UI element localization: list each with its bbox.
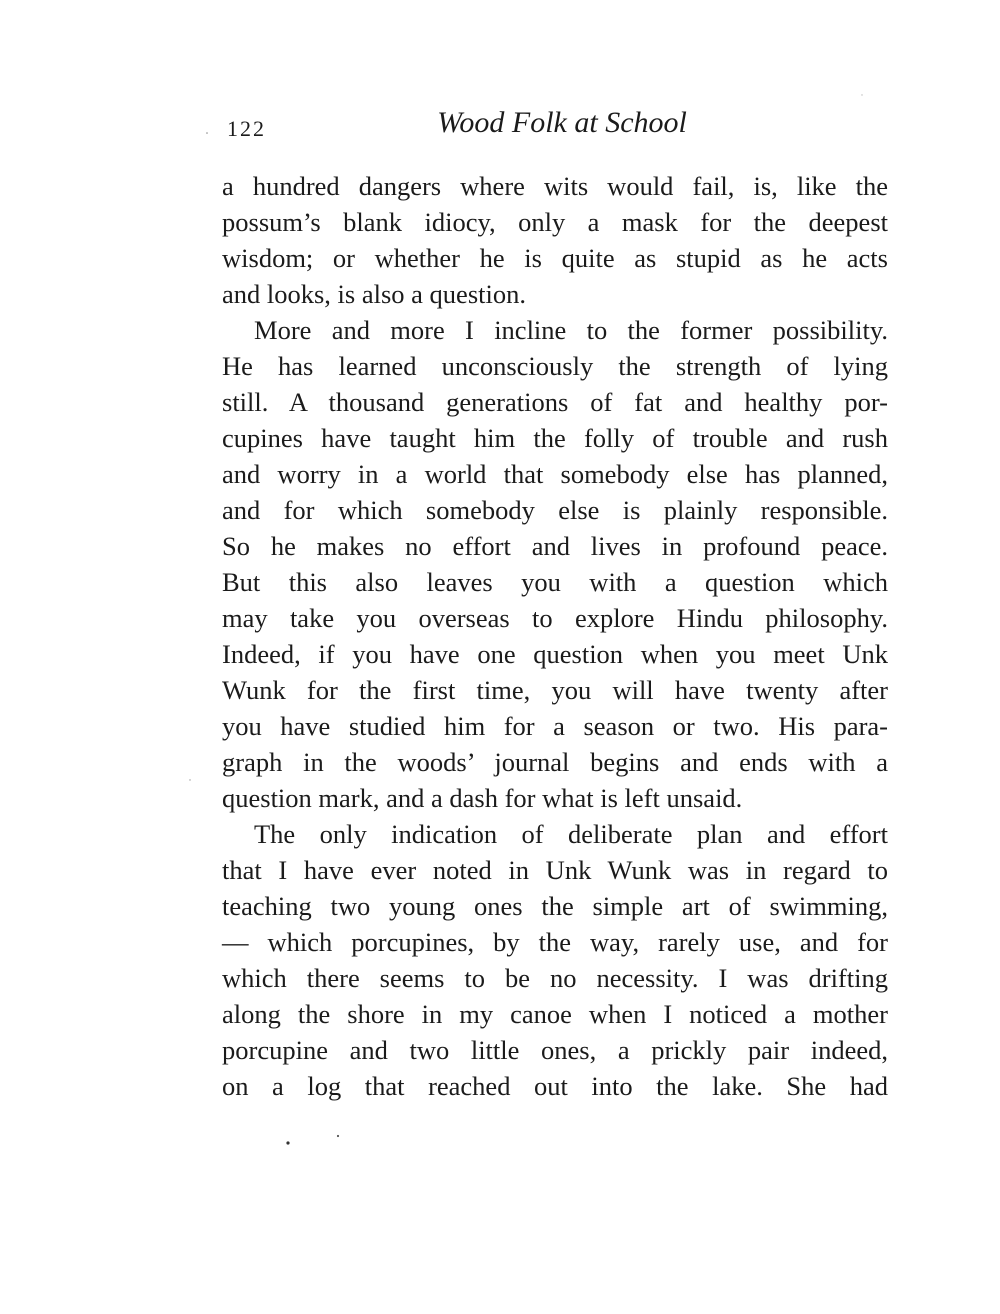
speck — [861, 94, 862, 95]
speck — [286, 1141, 289, 1144]
running-title: Wood Folk at School — [437, 106, 687, 139]
text-line: still. A thousand generations of fat and healthy por- — [222, 387, 888, 417]
text-line: which there seems to be no necessity. I was drifting — [222, 963, 888, 993]
text-line: and worry in a world that somebody else has planned, — [222, 459, 888, 489]
speck — [337, 1135, 339, 1137]
text-line: you have studied him for a season or two. His para- — [222, 711, 888, 741]
text-line: that I have ever noted in Unk Wunk was in regard to — [222, 855, 888, 885]
text-line: and for which somebody else is plainly responsible. — [222, 495, 888, 525]
speck — [189, 779, 190, 780]
text-line: and looks, is also a question. — [222, 279, 526, 309]
text-line: teaching two young ones the simple art of swimming, — [222, 891, 888, 921]
text-line: a hundred dangers where wits would fail, is, like the — [222, 171, 888, 201]
body-text — [222, 168, 888, 1104]
text-line: Indeed, if you have one question when you meet Unk — [222, 639, 888, 669]
text-line: cupines have taught him the folly of trouble and rush — [222, 423, 888, 453]
page-number: 122 — [227, 116, 266, 141]
text-line: on a log that reached out into the lake. She had — [222, 1071, 888, 1101]
text-line: — which porcupines, by the way, rarely use, and for — [222, 927, 888, 957]
text-line: question mark, and a dash for what is left unsaid. — [222, 783, 743, 813]
running-head — [222, 106, 888, 150]
text-line: He has learned unconsciously the strength of lying — [222, 351, 888, 381]
text-line: wisdom; or whether he is quite as stupid as he acts — [222, 243, 888, 273]
text-line: may take you overseas to explore Hindu philosophy. — [222, 603, 888, 633]
text-line: possum’s blank idiocy, only a mask for the deepest — [222, 207, 888, 237]
text-line: graph in the woods’ journal begins and ends with a — [222, 747, 888, 777]
text-line: The only indication of deliberate plan and effort — [254, 819, 888, 849]
text-line: porcupine and two little ones, a prickly pair indeed, — [222, 1035, 888, 1065]
text-line: Wunk for the first time, you will have twenty after — [222, 675, 888, 705]
text-line: But this also leaves you with a question which — [222, 567, 888, 597]
text-line: along the shore in my canoe when I noticed a mother — [222, 999, 888, 1029]
text-line: So he makes no effort and lives in profound peace. — [222, 531, 888, 561]
text-line: More and more I incline to the former possibility. — [254, 315, 888, 345]
speck — [206, 132, 208, 134]
